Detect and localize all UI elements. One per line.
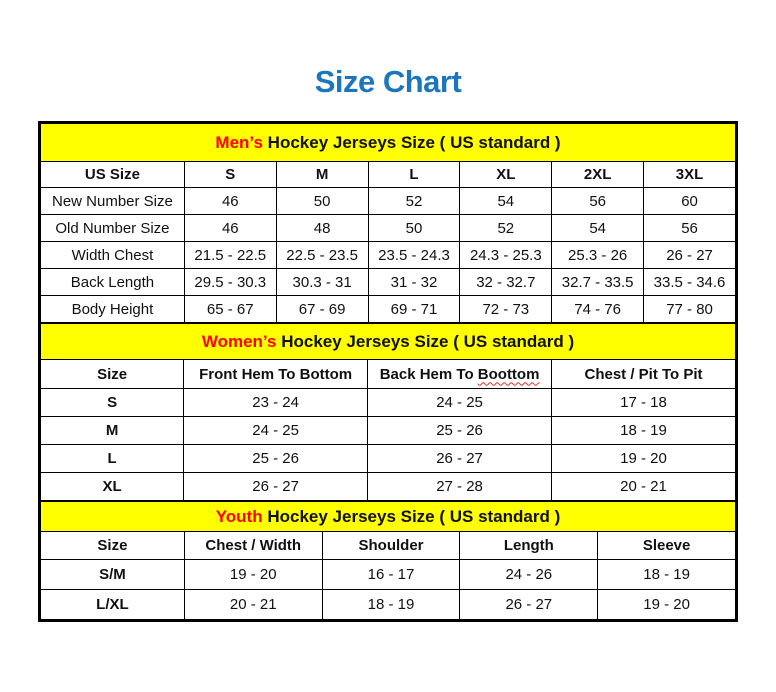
row-label: Back Length [41, 269, 185, 296]
size-table-womens [40, 323, 736, 501]
table-row [41, 188, 736, 215]
cell: 33.5 - 34.6 [644, 269, 736, 296]
table-row [41, 389, 736, 417]
cell: 50 [276, 188, 368, 215]
section-title-mens [41, 124, 736, 162]
section-title-womens [41, 324, 736, 360]
cell: 23 - 24 [184, 389, 368, 417]
col-header: 3XL [644, 162, 736, 188]
col-header: Chest / Pit To Pit [552, 360, 736, 389]
row-label: L/XL [41, 590, 185, 620]
section-title-highlight: Women’s [201, 331, 277, 351]
cell: 26 - 27 [368, 445, 552, 473]
cell: 67 - 69 [276, 296, 368, 323]
cell: 31 - 32 [368, 269, 460, 296]
cell: 24 - 26 [460, 560, 598, 590]
col-header: 2XL [552, 162, 644, 188]
cell: 27 - 28 [368, 473, 552, 501]
cell: 72 - 73 [460, 296, 552, 323]
page-title: Size Chart [314, 64, 462, 99]
table-row [41, 445, 736, 473]
col-header: M [276, 162, 368, 188]
cell: 46 [184, 188, 276, 215]
row-label: S/M [41, 560, 185, 590]
row-label: New Number Size [41, 188, 185, 215]
cell: 23.5 - 24.3 [368, 242, 460, 269]
table-row [41, 560, 736, 590]
col-header: Shoulder [322, 532, 460, 560]
cell: 52 [460, 215, 552, 242]
col-header: S [184, 162, 276, 188]
table-row [41, 269, 736, 296]
table-row [41, 296, 736, 323]
cell: 65 - 67 [184, 296, 276, 323]
cell: 32 - 32.7 [460, 269, 552, 296]
row-label: M [41, 417, 184, 445]
cell: 50 [368, 215, 460, 242]
row-label: Body Height [41, 296, 185, 323]
col-header: XL [460, 162, 552, 188]
cell: 22.5 - 23.5 [276, 242, 368, 269]
size-table-mens [40, 123, 736, 323]
cell: 24 - 25 [368, 389, 552, 417]
col-header: Size [41, 532, 185, 560]
row-label: Width Chest [41, 242, 185, 269]
cell: 21.5 - 22.5 [184, 242, 276, 269]
section-title-highlight: Youth [215, 506, 263, 526]
col-header: Back Hem To Boottom [368, 360, 552, 389]
cell: 19 - 20 [552, 445, 736, 473]
cell: 74 - 76 [552, 296, 644, 323]
col-header: Size [41, 360, 184, 389]
cell: 54 [552, 215, 644, 242]
col-header: Length [460, 532, 598, 560]
col-header: Sleeve [598, 532, 736, 560]
cell: 60 [644, 188, 736, 215]
cell: 32.7 - 33.5 [552, 269, 644, 296]
row-label: XL [41, 473, 184, 501]
size-chart-tables [38, 121, 738, 622]
cell: 18 - 19 [598, 560, 736, 590]
cell: 20 - 21 [552, 473, 736, 501]
table-row [41, 417, 736, 445]
cell: 25 - 26 [184, 445, 368, 473]
cell: 19 - 20 [598, 590, 736, 620]
cell: 18 - 19 [322, 590, 460, 620]
section-title-rest: Hockey Jerseys Size ( US standard ) [262, 506, 561, 526]
cell: 30.3 - 31 [276, 269, 368, 296]
size-table-youth [40, 501, 736, 620]
cell: 18 - 19 [552, 417, 736, 445]
section-title-youth [41, 502, 736, 532]
cell: 29.5 - 30.3 [184, 269, 276, 296]
cell: 56 [644, 215, 736, 242]
row-label: Old Number Size [41, 215, 185, 242]
table-row [41, 242, 736, 269]
table-row [41, 473, 736, 501]
spellcheck-underline: Boottom [477, 365, 540, 383]
cell: 69 - 71 [368, 296, 460, 323]
col-header: L [368, 162, 460, 188]
section-title-highlight: Men’s [215, 132, 263, 152]
row-label: L [41, 445, 184, 473]
cell: 25.3 - 26 [552, 242, 644, 269]
cell: 26 - 27 [644, 242, 736, 269]
cell: 77 - 80 [644, 296, 736, 323]
col-header: Chest / Width [184, 532, 322, 560]
section-title-rest: Hockey Jerseys Size ( US standard ) [262, 132, 561, 152]
cell: 25 - 26 [368, 417, 552, 445]
row-label: S [41, 389, 184, 417]
cell: 20 - 21 [184, 590, 322, 620]
cell: 52 [368, 188, 460, 215]
col-header: Front Hem To Bottom [184, 360, 368, 389]
cell: 16 - 17 [322, 560, 460, 590]
table-row [41, 215, 736, 242]
cell: 56 [552, 188, 644, 215]
col-header: US Size [41, 162, 185, 188]
cell: 54 [460, 188, 552, 215]
section-title-rest: Hockey Jerseys Size ( US standard ) [276, 331, 575, 351]
cell: 24.3 - 25.3 [460, 242, 552, 269]
table-row [41, 590, 736, 620]
cell: 19 - 20 [184, 560, 322, 590]
cell: 46 [184, 215, 276, 242]
cell: 17 - 18 [552, 389, 736, 417]
cell: 26 - 27 [184, 473, 368, 501]
cell: 24 - 25 [184, 417, 368, 445]
cell: 48 [276, 215, 368, 242]
cell: 26 - 27 [460, 590, 598, 620]
